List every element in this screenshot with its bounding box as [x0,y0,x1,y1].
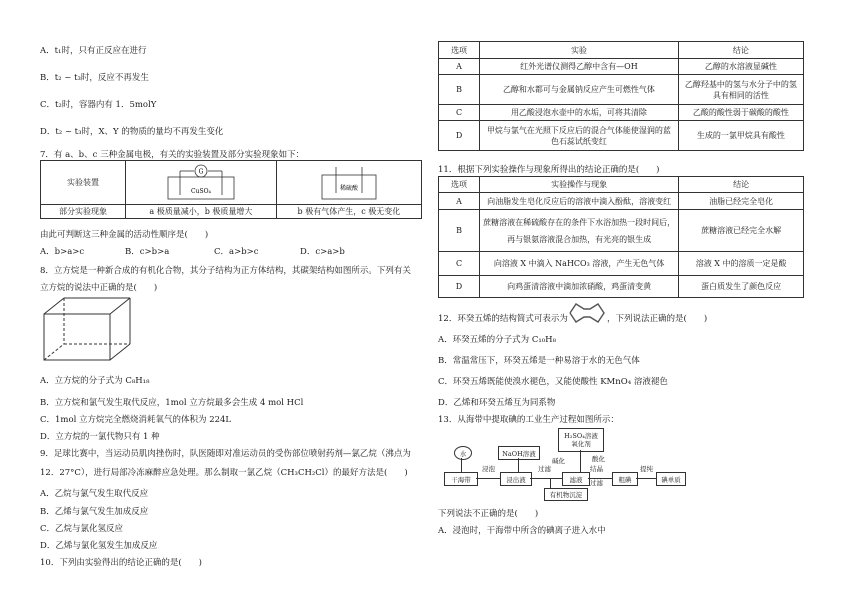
flow-arrow-3 [588,478,612,479]
q9-option-b: B．乙烯与氯气发生加成反应 [40,507,149,517]
q11-d-concl: 蛋白质发生了颜色反应 [679,276,804,298]
flow-vline-precip [550,478,551,488]
q7-option-d: D．c>a>b [300,247,345,257]
flow-vline-water [461,458,462,472]
q10-b-exp: 乙醇和水都可与金属钠反应产生可燃性气体 [480,75,679,105]
q7-apparatus-1 [125,161,276,205]
q12-option-b: B．常温常压下，环癸五烯是一种易溶于水的无色气体 [438,356,640,366]
flow-pure-iodine: 碘单质 [656,472,686,486]
q9-stem-1: 9．足球比赛中，当运动员肌肉挫伤时，队医随即对准运动员的受伤部位喷射药剂—氯乙烷（沸点为 [40,449,411,459]
flow-naoh: NaOH溶液 [498,446,540,460]
q6-option-d: D．t₂ ~ t₃时，X、Y 的物质的量均不再发生变化 [40,127,224,137]
q10-a-opt: A [439,59,480,75]
flow-refine: 提纯 [640,465,653,473]
q11-c-exp: 向溶液 X 中滴入 NaHCO₃ 溶液，产生无色气体 [480,252,679,276]
q12-option-d: D．乙烯和环癸五烯互为同系物 [438,398,556,408]
q10-d-exp: 甲烷与氯气在光照下反应后的混合气体能使湿润的蓝色石蕊试纸变红 [480,121,679,151]
q7-cell-obs1: a 极质量减小，b 极质量增大 [125,205,276,219]
q10-head-concl: 结论 [678,42,803,59]
galvanic-cell-diagram [156,163,246,201]
q12-option-c: C．环癸五烯既能使溴水褪色，又能使酸性 KMnO₄ 溶液褪色 [438,377,668,387]
q11-d-exp: 向鸡蛋清溶液中滴加浓硝酸，鸡蛋清变黄 [480,276,679,298]
cuso4-label: CuSO₄ [190,187,211,195]
g-label: G [198,168,204,175]
flow-crystallize: 结晶 [590,465,603,473]
flow-filter2: 过滤 [590,479,603,487]
flow-soak-label: 浸泡 [482,465,495,473]
q13-option-a: A．浸泡时，干海带中所含的碘离子进入水中 [438,526,606,536]
q9-stem-2: 12．27°C），进行局部冷冻麻醉应急处理。那么制取一氯乙烷（CH₃CH₂Cl）的最好方法是( ) [40,468,408,478]
cyclodecapentaene-structure-icon [568,300,606,326]
q9-option-a: A．乙烷与氯气发生取代反应 [40,489,149,499]
q10-b-concl: 乙醇羟基中的氢与水分子中的氢具有相同的活性 [678,75,803,105]
q10-c-concl: 乙酸的酸性弱于碳酸的酸性 [678,105,803,121]
q11-head-concl: 结论 [679,177,804,193]
q7-table [40,160,422,219]
q12-option-a: A．环癸五烯的分子式为 C₁₀H₈ [438,335,556,345]
q11-b-concl: 蔗糖溶液已经完全水解 [679,210,804,252]
iodine-process-flowchart [440,426,700,502]
q7-option-a: A．b>a>c [40,247,85,257]
q9-option-c: C．乙烷与氯化氢反应 [40,524,124,534]
q7-stem: 7．有 a、b、c 三种金属电极，有关的实验装置及部分实验现象如下： [40,150,305,160]
q10-head-option: 选项 [439,42,480,59]
q11-stem: 11．根据下列实验操作与现象所得出的结论正确的是( ) [438,165,660,175]
q10-c-opt: C [439,105,480,121]
q6-option-a: A．t₁时，只有正反应在进行 [40,46,147,56]
q6-option-c: C．t₂时，容器内有 1．5molY [40,100,157,110]
q8-stem-2: 立方烷的说法中正确的是( ) [40,283,158,293]
q13-stem: 13．从海带中提取碘的工业生产过程如图所示： [438,415,619,425]
q8-option-d: D．立方烷的一氯代物只有 1 种 [40,432,160,442]
q12-stem-end: ，下列说法正确的是( ) [607,314,708,324]
q10-head-exp: 实验 [480,42,679,59]
q10-c-exp: 用乙酸浸泡水壶中的水垢，可将其清除 [480,105,679,121]
flow-precipitate: 有机物沉淀 [544,488,588,501]
flow-arrow-2 [530,478,562,479]
q7-apparatus-2 [276,161,421,205]
q10-b-opt: B [439,75,480,105]
q11-d-opt: D [439,276,480,298]
q7-cell-phen: 部分实验现象 [41,205,126,219]
flow-h2so4: H₂SO₄溶液 [564,432,598,440]
q11-a-exp: 向油脂发生皂化反应后的溶液中滴入酚酞，溶液变红 [480,193,679,210]
q11-a-concl: 油脂已经完全皂化 [679,193,804,210]
q10-table [438,41,804,151]
flow-water: 水 [454,446,472,460]
q7-cell-obs2: b 极有气体产生，c 极无变化 [276,205,421,219]
q8-option-b: B．立方烷和氯气发生取代反应，1mol 立方烷最多会生成 4 mol HCl [40,398,304,408]
cubane-cube-figure [40,296,140,364]
q11-a-opt: A [439,193,480,210]
beaker-diagram [314,163,384,201]
q11-c-concl: 溶液 X 中的溶质一定是酸 [679,252,804,276]
q10-d-opt: D [439,121,480,151]
q7-option-b: B．c>b>a [125,247,170,257]
q11-head-option: 选项 [439,177,480,193]
q11-c-opt: C [439,252,480,276]
flow-filter1: 过滤 [538,465,551,473]
q10-stem: 10．下列由实验得出的结论正确的是( ) [40,558,202,568]
q13-tail: 下列说法不正确的是( ) [438,509,539,519]
q7-cell-label: 实验装置 [41,161,126,205]
flow-reagents [558,428,604,452]
q11-table [438,176,804,298]
q10-d-concl: 生成的一氯甲烷具有酸性 [678,121,803,151]
flow-dry-kelp: 干海带 [444,472,478,486]
flow-filtrate: 滤液 [562,472,590,486]
q12-stem-start: 12．环癸五烯的结构简式可表示为 [438,314,568,324]
flow-oxidant: 氧化剂 [571,440,591,448]
q10-a-concl: 乙醇的水溶液显碱性 [678,59,803,75]
flow-acidify-ox: 酸化 [592,455,605,463]
q11-b-exp: 蔗糖溶液在稀硫酸存在的条件下水浴加热一段时间后，再与银氨溶液混合加热，有光亮的银生成 [480,210,679,252]
flow-soak-liquid: 浸出液 [500,472,532,486]
flow-vline-naoh [518,458,519,472]
flow-alkali: 碱化 [552,457,565,465]
q8-option-c: C．1mol 立方烷完全燃烧消耗氧气的体积为 224L [40,415,232,425]
flow-crude-iodine: 粗碘 [612,472,638,486]
q8-stem-1: 8．立方烷是一种新合成的有机化合物，其分子结构为正方体结构，其碳架结构如图所示。下列有关 [40,266,411,276]
flow-vline-reagent [580,450,581,472]
q10-a-exp: 红外光谱仪测得乙醇中含有—OH [480,59,679,75]
h2so4-label: 稀硫酸 [339,184,358,192]
q9-option-d: D．乙烯与氯化氢发生加成反应 [40,541,158,551]
flow-arrow-4 [636,478,656,479]
flow-arrow-1 [476,478,500,479]
q6-option-b: B．t₂ ~ t₃时，反应不再发生 [40,73,149,83]
q7-option-c: C．a>b>c [214,247,259,257]
q11-head-exp: 实验操作与现象 [480,177,679,193]
q7-tail: 由此可判断这三种金属的活动性顺序是( ) [40,230,209,240]
q8-option-a: A．立方烷的分子式为 C₈H₁₈ [40,376,150,386]
q11-b-opt: B [439,210,480,252]
